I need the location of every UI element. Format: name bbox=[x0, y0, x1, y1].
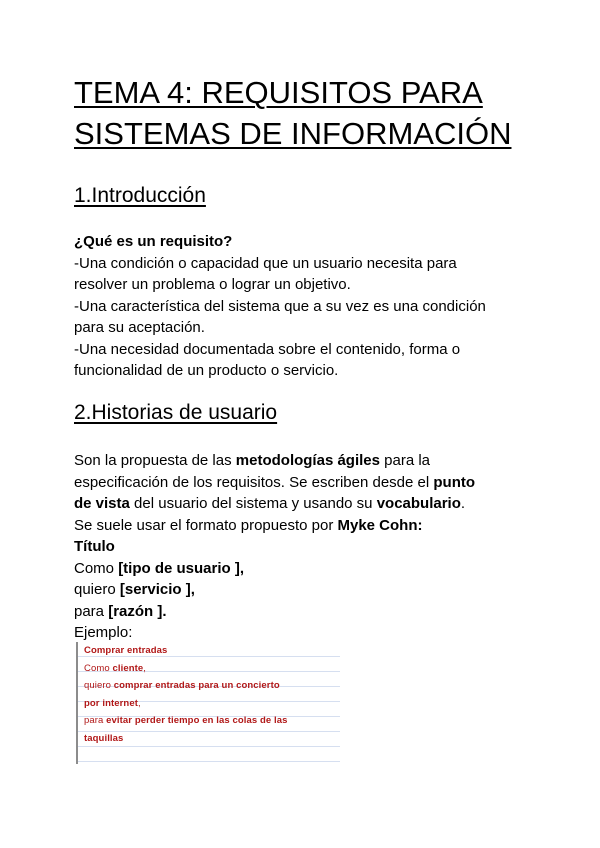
example-line: taquillas bbox=[84, 732, 124, 744]
format-title: Título bbox=[74, 538, 115, 555]
definition-line: para su aceptación. bbox=[74, 319, 205, 336]
example-line: por internet, bbox=[84, 697, 141, 709]
format-como: Como [tipo de usuario ], bbox=[74, 559, 245, 577]
question-heading: ¿Qué es un requisito? bbox=[74, 233, 233, 250]
definition-line: resolver un problema o lograr un objetivo. bbox=[74, 276, 351, 293]
definition-line: -Una característica del sistema que a su vez es una condición bbox=[74, 297, 486, 315]
definition-line: -Una necesidad documentada sobre el contenido, forma o bbox=[74, 340, 461, 358]
format-para: para [razón ]. bbox=[74, 602, 167, 620]
section-heading-introduccion: 1.Introducción bbox=[74, 184, 206, 207]
paragraph-line: Se suele usar el formato propuesto por Myke Cohn: bbox=[74, 516, 423, 534]
section-heading-historias: 2.Historias de usuario bbox=[74, 401, 278, 424]
title-line-2: SISTEMAS DE INFORMACIÓN bbox=[74, 116, 512, 151]
example-line: para evitar perder tiempo en las colas de las bbox=[84, 715, 288, 726]
paragraph-line: especificación de los requisitos. Se escriben desde el punto bbox=[74, 473, 476, 491]
definition-line: funcionalidad de un producto o servicio. bbox=[74, 362, 339, 379]
section-historias-body bbox=[74, 450, 544, 644]
example-user-story-card bbox=[76, 642, 340, 764]
example-line: Comprar entradas bbox=[84, 645, 168, 656]
section-introduccion-body bbox=[74, 231, 544, 382]
format-quiero: quiero [servicio ], bbox=[74, 581, 195, 598]
title-line-1: TEMA 4: REQUISITOS PARA bbox=[74, 75, 483, 110]
example-label: Ejemplo: bbox=[74, 624, 133, 641]
paragraph-line: Son la propuesta de las metodologías ágiles para la bbox=[74, 452, 431, 469]
example-line: quiero comprar entradas para un concierto bbox=[84, 680, 280, 691]
paragraph-line: de vista del usuario del sistema y usando su vocabulario. bbox=[74, 495, 466, 512]
document-title bbox=[74, 72, 574, 154]
definition-line: -Una condición o capacidad que un usuario necesita para bbox=[74, 254, 457, 272]
example-line: Como cliente, bbox=[84, 662, 147, 674]
